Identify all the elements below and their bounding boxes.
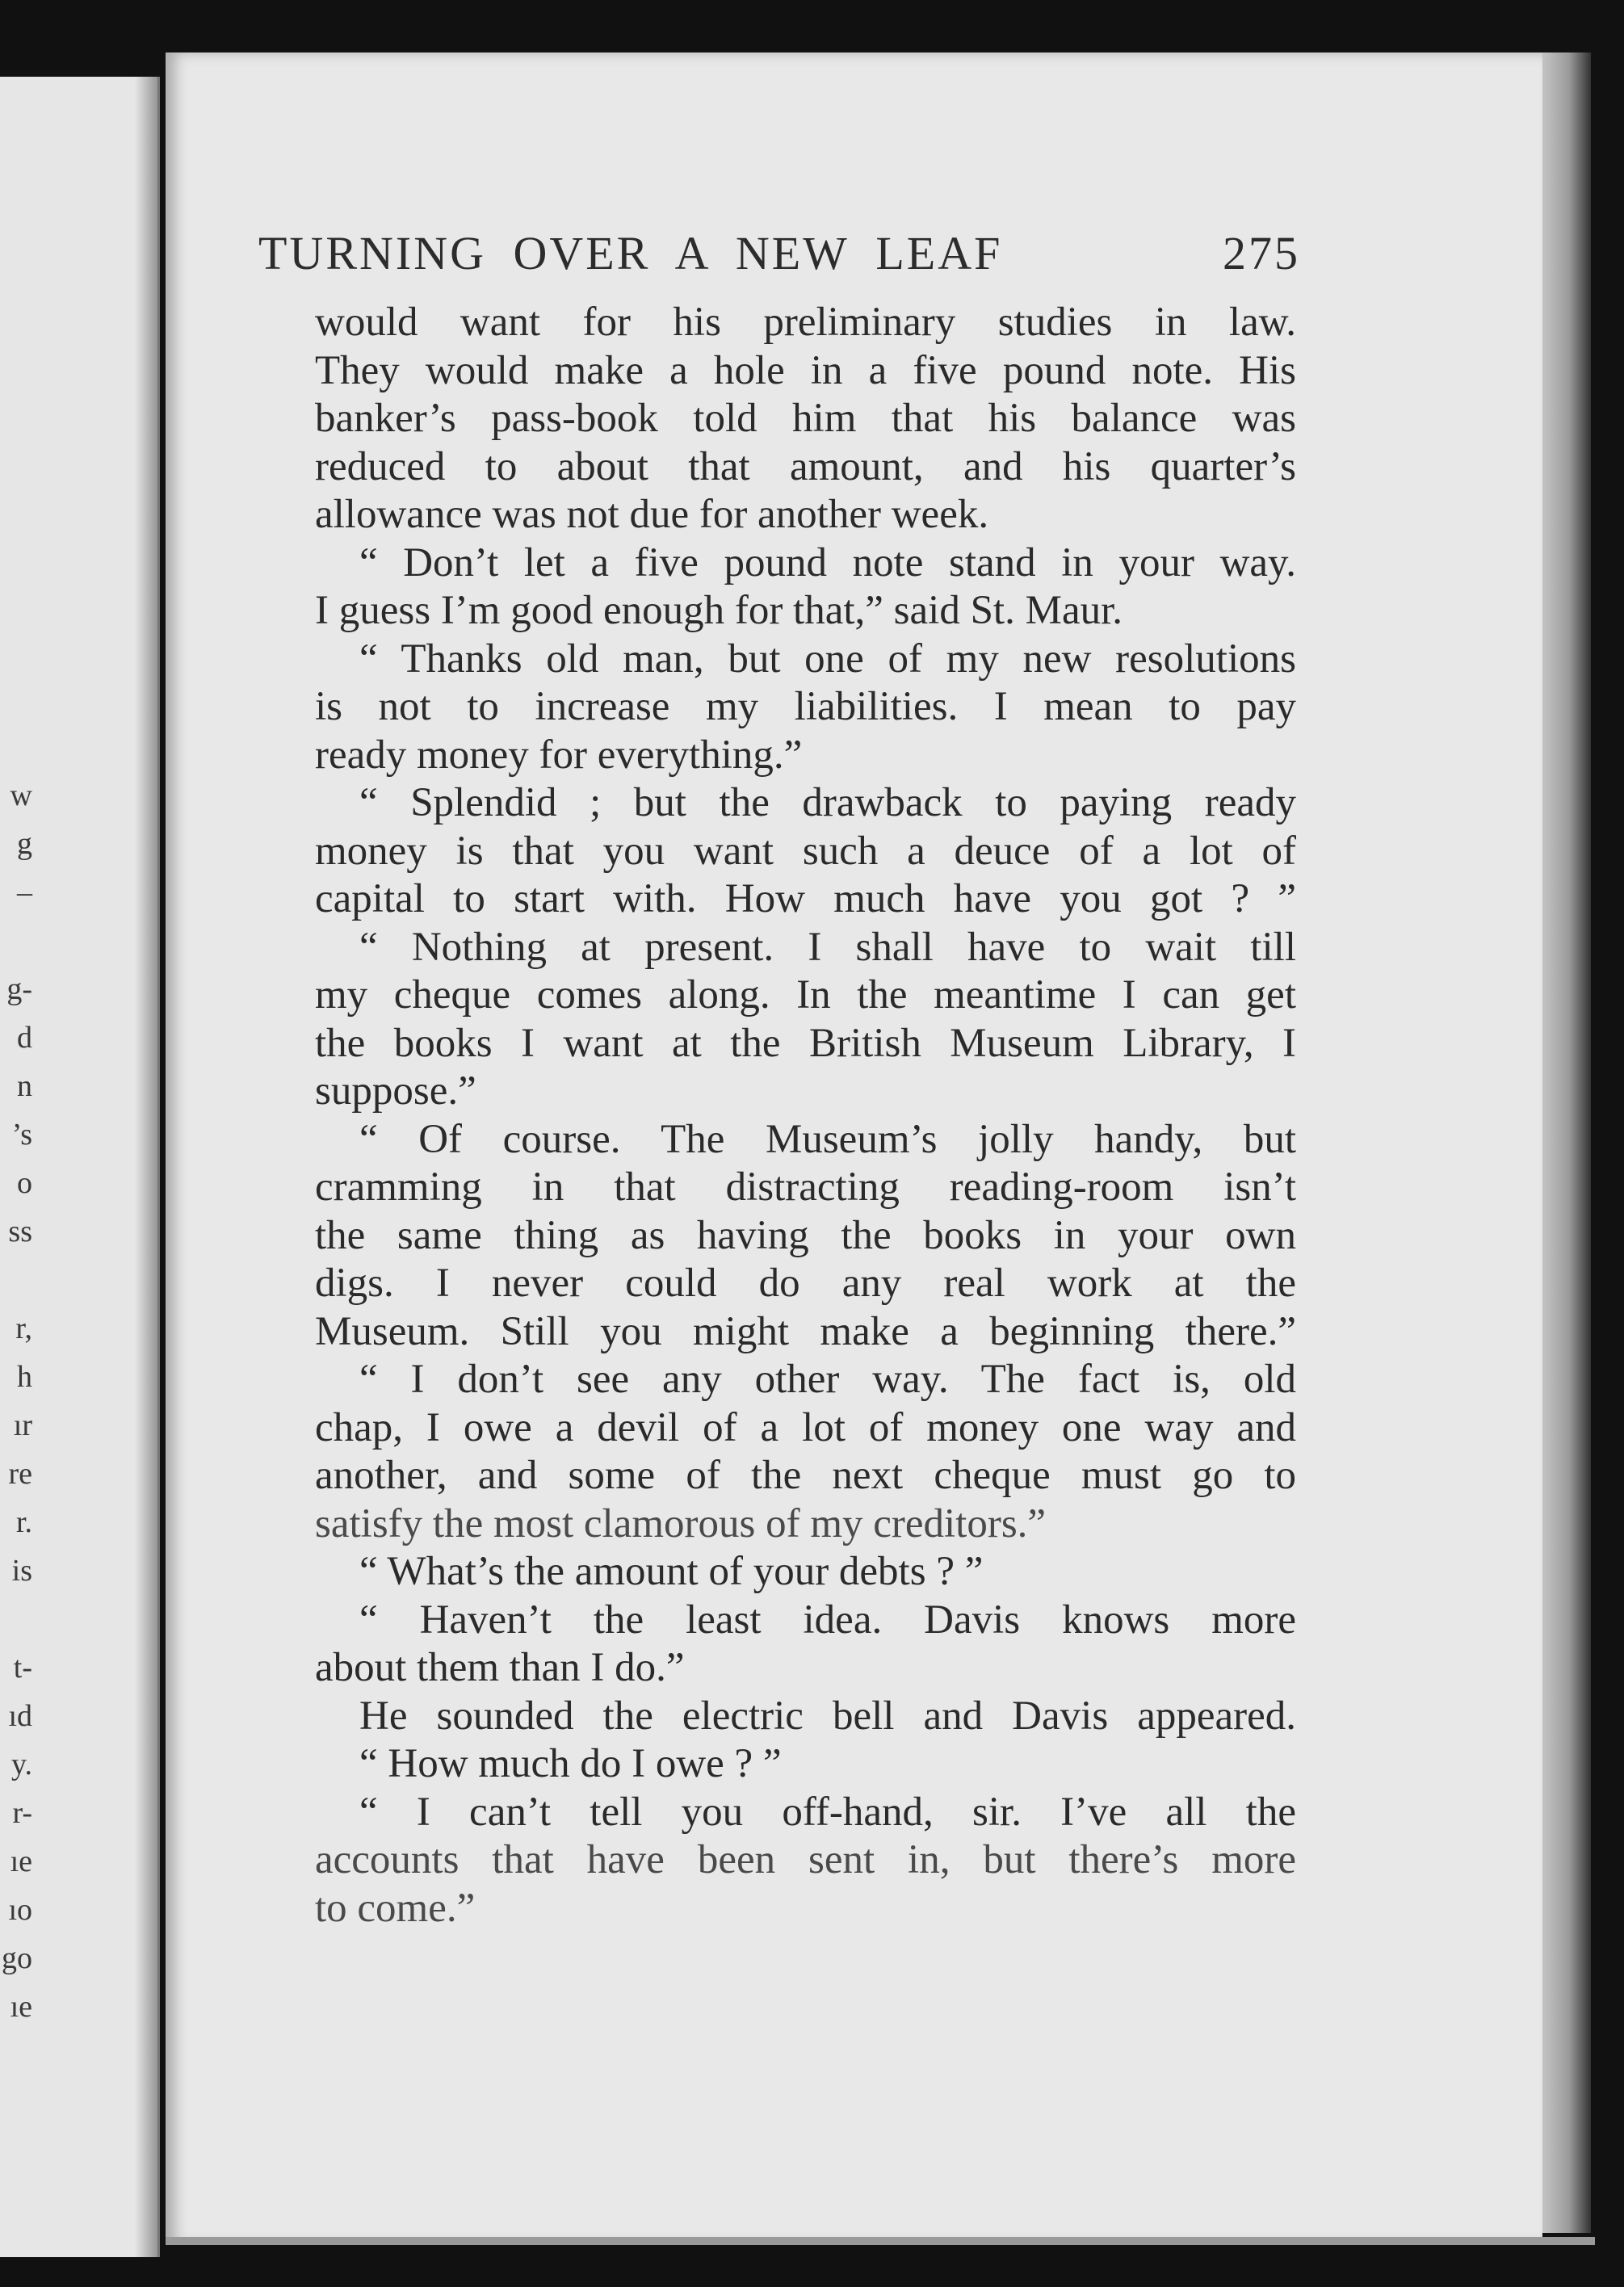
running-header (258, 226, 1300, 280)
left-fragment: r. (15, 1505, 32, 1539)
text-line: “ Of course. The Museum’s jolly handy, but (359, 1116, 1296, 1162)
left-fragment: go (2, 1941, 32, 1975)
left-fragment: r- (12, 1796, 32, 1830)
text-line: allowance was not due for another week. (315, 492, 989, 537)
left-fragment: ıe (10, 1844, 32, 1878)
left-fragment: n (17, 1069, 32, 1103)
text-line: capital to start with. How much have you got ? ” (315, 876, 1296, 921)
text-line: the books I want at the British Museum Library, I (315, 1020, 1296, 1066)
text-line: money is that you want such a deuce of a lot of (315, 828, 1296, 874)
left-fragment: – (17, 875, 32, 909)
left-fragment (0, 1595, 32, 1643)
text-line: “ How much do I owe ? ” (359, 1741, 782, 1786)
left-fragment: h (17, 1360, 32, 1394)
left-fragment: ıo (8, 1893, 32, 1927)
text-line: accounts that have been sent in, but there’s more (315, 1837, 1296, 1882)
left-fragment: o (17, 1166, 32, 1200)
text-line: satisfy the most clamorous of my creditors.” (315, 1500, 1047, 1546)
text-line: “ Don’t let a five pound note stand in your way. (359, 539, 1296, 585)
left-fragment: is (11, 1554, 32, 1588)
text-line: He sounded the electric bell and Davis appeared. (359, 1693, 1296, 1739)
body-text (315, 299, 1296, 1932)
text-line: suppose.” (315, 1068, 476, 1114)
left-fragment: g (17, 827, 32, 861)
left-fragment: d (17, 1021, 32, 1055)
running-head-title: TURNING OVER A NEW LEAF (258, 227, 1003, 279)
text-line: “ Splendid ; but the drawback to paying ready (359, 780, 1296, 825)
page-number: 275 (1223, 227, 1300, 279)
left-fragment: g- (6, 972, 32, 1006)
left-fragment (0, 1256, 32, 1304)
text-line: “ I don’t see any other way. The fact is, old (359, 1357, 1296, 1402)
left-fragment: ır (13, 1408, 32, 1442)
text-line: “ Thanks old man, but one of my new resolutions (359, 636, 1296, 682)
left-fragment (0, 917, 32, 965)
text-line: “ I can’t tell you off-hand, sir. I’ve all the (359, 1789, 1296, 1835)
text-line: “ Nothing at present. I shall have to wait till (359, 924, 1296, 970)
left-fragment: ıd (8, 1699, 32, 1733)
text-line: another, and some of the next cheque must go to (315, 1453, 1296, 1498)
left-fragment: r, (15, 1311, 32, 1345)
text-line: “ Haven’t the least idea. Davis knows more (359, 1597, 1296, 1643)
left-fragment: t- (13, 1651, 32, 1685)
left-fragment: ıe (10, 1990, 32, 2024)
text-line: They would make a hole in a five pound note. His (315, 347, 1296, 393)
text-line: banker’s pass-book told him that his balance was (315, 396, 1296, 441)
left-fragment: re (8, 1457, 32, 1491)
text-line: about them than I do.” (315, 1645, 685, 1690)
text-line: “ What’s the amount of your debts ? ” (359, 1549, 984, 1594)
left-page-fragments (0, 771, 32, 2031)
page-bottom-edge (166, 2237, 1595, 2245)
text-line: cramming in that distracting reading-room isn’t (315, 1164, 1296, 1210)
text-line: the same thing as having the books in your own (315, 1212, 1296, 1258)
text-line: reduced to about that amount, and his quarter’s (315, 443, 1296, 489)
left-fragment: ’s (11, 1118, 32, 1152)
gutter-shadow (135, 77, 157, 2257)
text-line: ready money for everything.” (315, 732, 803, 778)
text-line: to come.” (315, 1885, 476, 1931)
text-line: is not to increase my liabilities. I mean to pay (315, 684, 1296, 729)
left-fragment: w (10, 778, 32, 812)
left-page (0, 77, 160, 2257)
text-line: would want for his preliminary studies in law. (315, 300, 1296, 345)
text-line: chap, I owe a devil of a lot of money one way and (315, 1404, 1296, 1450)
left-fragment: ss (8, 1215, 32, 1248)
text-line: Museum. Still you might make a beginning there.” (315, 1308, 1296, 1354)
text-line: digs. I never could do any real work at the (315, 1261, 1296, 1306)
text-line: I guess I’m good enough for that,” said St. Maur. (315, 588, 1123, 633)
left-fragment: y. (10, 1748, 32, 1781)
text-line: my cheque comes along. In the meantime I can get (315, 972, 1296, 1018)
